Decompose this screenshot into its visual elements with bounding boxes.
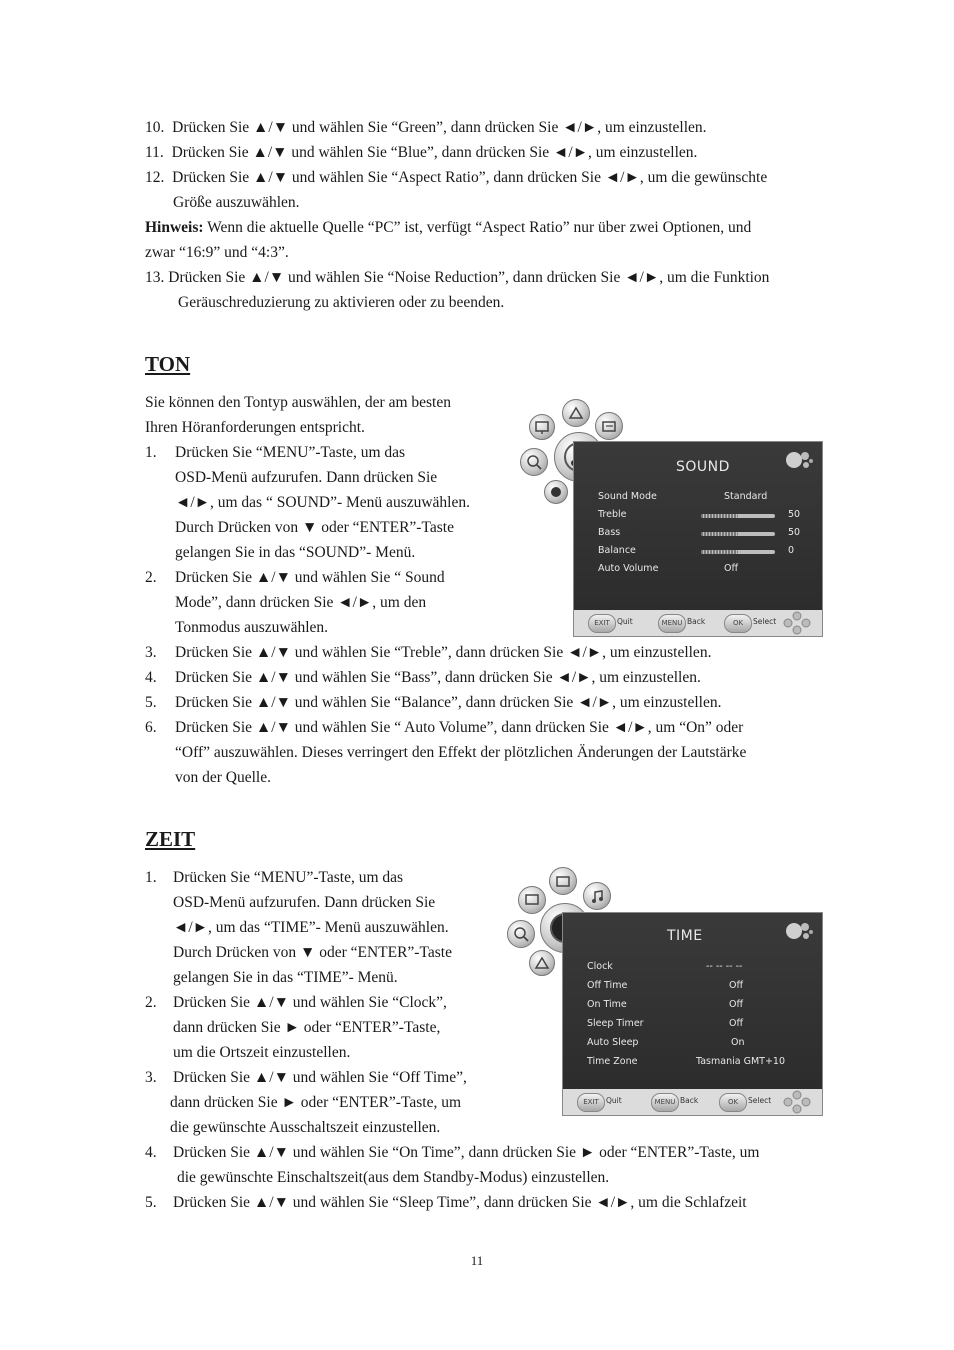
- step-number: 1.: [145, 444, 157, 461]
- step-text: Drücken Sie “MENU”-Taste, um das: [175, 444, 406, 461]
- step-number: 3.: [145, 644, 157, 661]
- osd-row-label[interactable]: Auto Sleep: [587, 1037, 639, 1048]
- ton-step: [145, 440, 405, 465]
- select-label: Select: [753, 617, 777, 626]
- ton-step: [145, 665, 701, 690]
- osd-slider-fill: [701, 514, 738, 518]
- osd-row-label[interactable]: Sound Mode: [598, 491, 657, 502]
- item-number: 13.: [145, 269, 165, 286]
- step-number: 6.: [145, 719, 157, 736]
- ton-step: [145, 565, 445, 590]
- zeit-step-cont: Durch Drücken von ▼ oder “ENTER”-Taste: [173, 944, 452, 961]
- osd-row-value: Standard: [724, 491, 768, 502]
- time-osd-screen: [562, 912, 823, 1116]
- osd-row-label[interactable]: Time Zone: [587, 1056, 638, 1067]
- ton-step-cont: ◄/►, um das “ SOUND”- Menü auszuwählen.: [175, 494, 470, 511]
- osd-button-bar: [563, 1089, 822, 1115]
- zeit-step: [145, 990, 447, 1015]
- ton-intro: Sie können den Tontyp auswählen, der am besten: [145, 394, 451, 411]
- osd-title: TIME: [667, 928, 703, 944]
- osd-slider[interactable]: [701, 550, 775, 554]
- step-text: Drücken Sie ▲/▼ und wählen Sie “Off Time”,: [173, 1069, 467, 1086]
- step-text: Drücken Sie “MENU”-Taste, um das: [173, 869, 404, 886]
- osd-row-value: -- -- -- --: [706, 961, 743, 972]
- step-number: 2.: [145, 569, 157, 586]
- item-number: 11.: [145, 144, 164, 161]
- channel-icon: [529, 950, 555, 976]
- item-13: [145, 265, 769, 290]
- zeit-step-cont: dann drücken Sie ► oder “ENTER”-Taste,: [173, 1019, 441, 1036]
- step-number: 5.: [145, 694, 157, 711]
- bubbles-icon: [784, 919, 814, 945]
- step-text: Drücken Sie ▲/▼ und wählen Sie “Clock”,: [173, 994, 447, 1011]
- item-12-cont: Größe auszuwählen.: [173, 194, 300, 211]
- step-number: 3.: [145, 1069, 157, 1086]
- ton-intro-cont: Ihren Höranforderungen entspricht.: [145, 419, 365, 436]
- bubbles-icon: [784, 448, 814, 474]
- osd-row-label[interactable]: Balance: [598, 545, 636, 556]
- page-number: 11: [470, 1253, 484, 1268]
- item-text: Drücken Sie ▲/▼ und wählen Sie “Blue”, dann drücken Sie ◄/►, um einzustellen.: [171, 144, 698, 161]
- hinweis-cont: zwar “16:9” und “4:3”.: [145, 244, 289, 261]
- back-label: Back: [680, 1096, 699, 1105]
- hinweis-text: Wenn die aktuelle Quelle “PC” ist, verfügt “Aspect Ratio” nur über zwei Optionen, und: [203, 219, 752, 236]
- zeit-step-cont: die gewünschte Ausschaltszeit einzustellen.: [170, 1119, 441, 1136]
- ok-button[interactable]: OK: [719, 1093, 747, 1112]
- step-text: Drücken Sie ▲/▼ und wählen Sie “Bass”, dann drücken Sie ◄/►, um einzustellen.: [175, 669, 701, 686]
- item-text: Drücken Sie ▲/▼ und wählen Sie “Green”, dann drücken Sie ◄/►, um einzustellen.: [172, 119, 707, 136]
- item-number: 12.: [145, 169, 165, 186]
- step-number: 4.: [145, 669, 157, 686]
- osd-slider[interactable]: [701, 514, 775, 518]
- ton-step: [145, 690, 721, 715]
- ton-step-cont: gelangen Sie in das “SOUND”- Menü.: [175, 544, 416, 561]
- step-number: 5.: [145, 1194, 157, 1211]
- zeit-step-cont: OSD-Menü aufzurufen. Dann drücken Sie: [173, 894, 436, 911]
- osd-row-value: On: [731, 1037, 745, 1048]
- step-number: 4.: [145, 1144, 157, 1161]
- item-number: 10.: [145, 119, 165, 136]
- osd-row-label[interactable]: Off Time: [587, 980, 628, 991]
- osd-row-value: Tasmania GMT+10: [696, 1056, 785, 1067]
- channel-icon: [562, 399, 590, 427]
- item-10: [145, 115, 707, 140]
- osd-title: SOUND: [676, 459, 730, 475]
- sound-osd-screen: [573, 441, 823, 637]
- ton-step: [145, 715, 743, 740]
- zeit-step: [145, 1190, 747, 1215]
- osd-row-value: 50: [788, 527, 801, 538]
- osd-slider[interactable]: [701, 532, 775, 536]
- zeit-step-cont: gelangen Sie in das “TIME”- Menü.: [173, 969, 398, 986]
- ton-step-cont: Tonmodus auszuwählen.: [175, 619, 329, 636]
- step-text: Drücken Sie ▲/▼ und wählen Sie “Balance”, dann drücken Sie ◄/►, um einzustellen.: [175, 694, 722, 711]
- ton-step-cont: von der Quelle.: [175, 769, 271, 786]
- osd-row-label[interactable]: Treble: [598, 509, 627, 520]
- quit-label: Quit: [606, 1096, 622, 1105]
- osd-row-label[interactable]: Sleep Timer: [587, 1018, 644, 1029]
- item-11: [145, 140, 697, 165]
- osd-row-label[interactable]: Auto Volume: [598, 563, 659, 574]
- search-icon: [520, 448, 548, 476]
- item-13-cont: Geräuschreduzierung zu aktivieren oder zu beenden.: [178, 294, 505, 311]
- dpad-icon: [779, 1090, 815, 1114]
- setup-icon: [549, 867, 577, 895]
- step-text: Drücken Sie ▲/▼ und wählen Sie “ Auto Volume”, dann drücken Sie ◄/►, um “On” oder: [175, 719, 744, 736]
- item-text: Drücken Sie ▲/▼ und wählen Sie “Aspect Ratio”, dann drücken Sie ◄/►, um die gewünschte: [172, 169, 768, 186]
- back-label: Back: [687, 617, 706, 626]
- osd-slider-fill: [701, 550, 738, 554]
- osd-row-value: Off: [729, 999, 744, 1010]
- osd-row-value: 0: [788, 545, 795, 556]
- step-number: 1.: [145, 869, 157, 886]
- exit-button[interactable]: EXIT: [588, 614, 616, 633]
- menu-button[interactable]: MENU: [651, 1093, 679, 1112]
- osd-row-value: Off: [729, 1018, 744, 1029]
- zeit-step: [145, 1065, 467, 1090]
- zeit-step-cont: die gewünschte Einschaltszeit(aus dem Standby-Modus) einzustellen.: [177, 1169, 610, 1186]
- hinweis-label: Hinweis:: [145, 219, 204, 236]
- osd-row-label[interactable]: Bass: [598, 527, 621, 538]
- ton-step-cont: “Off” auszuwählen. Dieses verringert den Effekt der plötzlichen Änderungen der Lautstärke: [175, 744, 747, 761]
- ok-button[interactable]: OK: [724, 614, 752, 633]
- item-text: Drücken Sie ▲/▼ und wählen Sie “Noise Reduction”, dann drücken Sie ◄/►, um die Funktion: [168, 269, 770, 286]
- picture-icon: [529, 414, 555, 440]
- zeit-step-cont: um die Ortszeit einzustellen.: [173, 1044, 351, 1061]
- step-text: Drücken Sie ▲/▼ und wählen Sie “Treble”, dann drücken Sie ◄/►, um einzustellen.: [175, 644, 712, 661]
- hinweis-note: [145, 215, 751, 240]
- zeit-step-cont: dann drücken Sie ► oder “ENTER”-Taste, um: [170, 1094, 462, 1111]
- osd-row-value: 50: [788, 509, 801, 520]
- step-number: 2.: [145, 994, 157, 1011]
- osd-row-label[interactable]: On Time: [587, 999, 627, 1010]
- step-text: Drücken Sie ▲/▼ und wählen Sie “Sleep Time”, dann drücken Sie ◄/►, um die Schlafzeit: [173, 1194, 747, 1211]
- zeit-step: [145, 865, 403, 890]
- zeit-step: [145, 1140, 759, 1165]
- osd-row-value: Off: [729, 980, 744, 991]
- exit-button[interactable]: EXIT: [577, 1093, 605, 1112]
- step-text: Drücken Sie ▲/▼ und wählen Sie “ Sound: [175, 569, 445, 586]
- ton-step-cont: OSD-Menü aufzurufen. Dann drücken Sie: [175, 469, 438, 486]
- zeit-heading: ZEIT: [145, 827, 196, 851]
- lock-icon: [544, 480, 568, 504]
- item-12: [145, 165, 767, 190]
- select-label: Select: [748, 1096, 772, 1105]
- dpad-icon: [779, 611, 815, 635]
- quit-label: Quit: [617, 617, 633, 626]
- osd-row-value: Off: [724, 563, 739, 574]
- ton-step-cont: Mode”, dann drücken Sie ◄/►, um den: [175, 594, 427, 611]
- osd-slider-fill: [701, 532, 738, 536]
- menu-button[interactable]: MENU: [658, 614, 686, 633]
- osd-row-label[interactable]: Clock: [587, 961, 613, 972]
- ton-step-cont: Durch Drücken von ▼ oder “ENTER”-Taste: [175, 519, 454, 536]
- osd-button-bar: [574, 610, 822, 636]
- ton-step: [145, 640, 711, 665]
- ton-heading: TON: [145, 352, 191, 376]
- step-text: Drücken Sie ▲/▼ und wählen Sie “On Time”, dann drücken Sie ► oder “ENTER”-Taste, um: [173, 1144, 760, 1161]
- search-icon: [507, 920, 535, 948]
- zeit-step-cont: ◄/►, um das “TIME”- Menü auszuwählen.: [173, 919, 449, 936]
